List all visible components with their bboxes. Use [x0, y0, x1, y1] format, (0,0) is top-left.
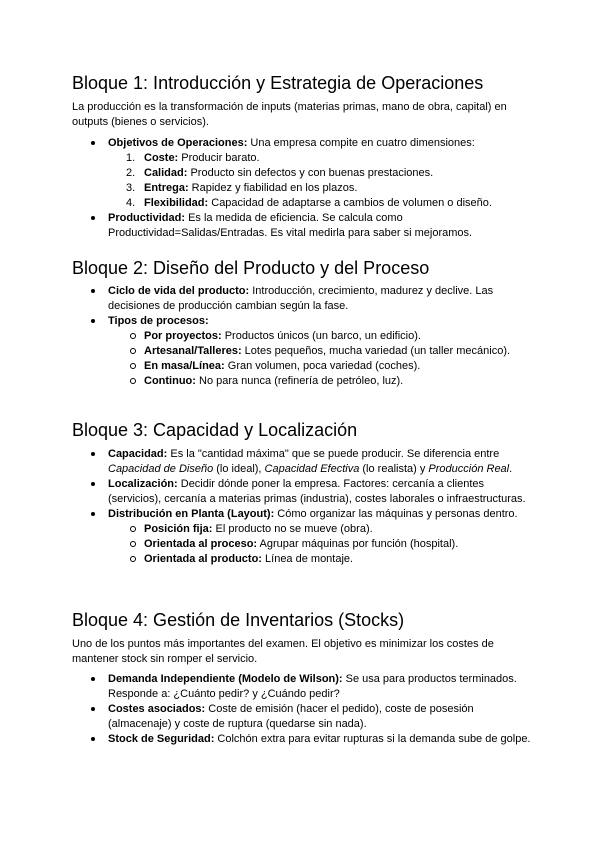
block-2-list	[72, 284, 534, 389]
list-item: Localización: Decidir dónde poner la empresa. Factores: cercanía a clientes (servicios), cercanía a materias primas (industria), costes laborales o infraestructuras.	[72, 477, 534, 507]
list-item: Artesanal/Talleres: Lotes pequeños, mucha variedad (un taller mecánico).	[108, 344, 534, 359]
list-item: 3. Entrega: Rapidez y fiabilidad en los plazos.	[126, 182, 358, 194]
list-item: Continuo: No para nunca (refinería de petróleo, luz).	[108, 374, 534, 389]
block-1-intro: La producción es la transformación de inputs (materias primas, mano de obra, capital) en outputs (bienes o servicios).	[72, 101, 507, 128]
block-4-heading: Bloque 4: Gestión de Inventarios (Stocks)	[72, 610, 405, 630]
list-item: Stock de Seguridad: Colchón extra para evitar rupturas si la demanda sube de golpe.	[72, 732, 534, 747]
dimensions-list	[108, 151, 534, 211]
list-item: Tipos de procesos: Por proyectos: Productos únicos (un barco, un edificio). Artesanal/Talleres: Lotes pequeños, mucha variedad (un taller mecánico). En masa/Línea: Gran volumen, poca variedad (coches). Continuo: No para nunca (refinería de petróleo, luz).	[72, 314, 534, 389]
block-3-heading: Bloque 3: Capacidad y Localización	[72, 420, 358, 440]
productividad-label: Productividad:	[108, 212, 186, 224]
list-item: 1. Coste: Producir barato.	[126, 152, 260, 164]
list-item: Por proyectos: Productos únicos (un barco, un edificio).	[108, 329, 534, 344]
process-types-list	[108, 329, 534, 389]
list-item: Posición fija: El producto no se mueve (obra).	[108, 522, 534, 537]
list-item: Costes asociados: Coste de emisión (hacer el pedido), coste de posesión (almacenaje) y coste de ruptura (quedarse sin nada).	[72, 702, 534, 732]
objetivos-text: Una empresa compite en cuatro dimensiones:	[247, 137, 475, 149]
list-item: Orientada al producto: Línea de montaje.	[108, 552, 534, 567]
block-4-intro: Uno de los puntos más importantes del examen. El objetivo es minimizar los costes de mantener stock sin romper el servicio.	[72, 638, 494, 665]
list-item: Distribución en Planta (Layout): Cómo organizar las máquinas y personas dentro. Posición fija: El producto no se mueve (obra). Orientada al proceso: Agrupar máquinas por función (hospital). Orientada al producto: Línea de montaje.	[72, 507, 534, 567]
block-1-heading: Bloque 1: Introducción y Estrategia de Operaciones	[72, 73, 484, 93]
block-1-list	[72, 136, 534, 241]
list-item	[72, 211, 534, 241]
list-item	[72, 136, 534, 211]
block-4-list	[72, 672, 534, 747]
list-item: 4. Flexibilidad: Capacidad de adaptarse a cambios de volumen o diseño.	[126, 197, 492, 209]
layout-types-list	[108, 522, 534, 567]
block-2-heading: Bloque 2: Diseño del Producto y del Proceso	[72, 258, 430, 278]
list-item: Orientada al proceso: Agrupar máquinas por función (hospital).	[108, 537, 534, 552]
list-item: Capacidad: Es la "cantidad máxima" que se puede producir. Se diferencia entre Capacidad de Diseño (lo ideal), Capacidad Efectiva (lo realista) y Producción Real.	[72, 447, 534, 477]
list-item: 2. Calidad: Producto sin defectos y con buenas prestaciones.	[126, 167, 434, 179]
list-item: En masa/Línea: Gran volumen, poca variedad (coches).	[108, 359, 534, 374]
list-item: Ciclo de vida del producto: Introducción, crecimiento, madurez y declive. Las decisiones de producción cambian según la fase.	[72, 284, 534, 314]
list-item: Demanda Independiente (Modelo de Wilson): Se usa para productos terminados. Responde a: ¿Cuánto pedir? y ¿Cuándo pedir?	[72, 672, 534, 702]
objetivos-label: Objetivos de Operaciones:	[108, 137, 248, 149]
block-3-list	[72, 447, 534, 567]
productividad-text: Es la medida de eficiencia. Se calcula como Productividad=Salidas/Entradas. Es vital medirla para saber si mejoramos.	[108, 212, 473, 239]
